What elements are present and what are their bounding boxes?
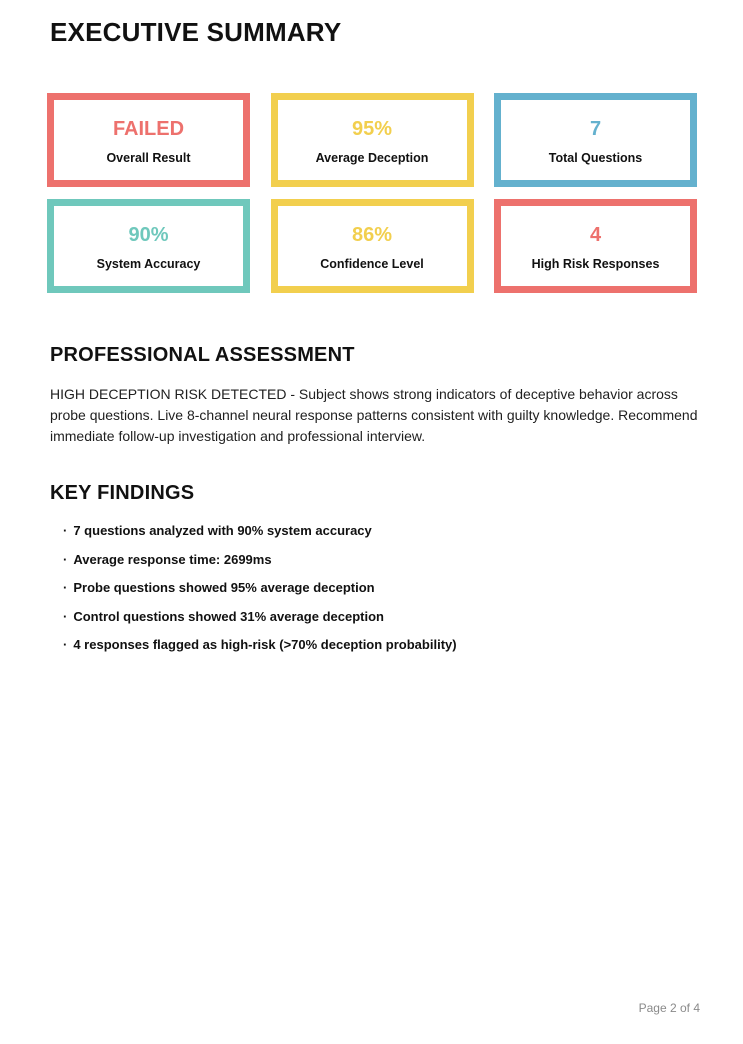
stat-card-grid xyxy=(47,93,697,293)
professional-assessment-heading: PROFESSIONAL ASSESSMENT xyxy=(50,344,355,366)
bullet-glyph: · xyxy=(63,637,68,652)
high-risk-responses-label: High Risk Responses xyxy=(531,257,660,271)
finding-item xyxy=(63,631,457,660)
professional-assessment-text: HIGH DECEPTION RISK DETECTED - Subject shows strong indicators of deceptive behavior across probe questions. Live 8-channel neural response patterns consistent with guilty knowledge. Recommend immediate follow-up investigation and professional interview. xyxy=(50,386,698,444)
finding-text: Control questions showed 31% average deception xyxy=(73,608,384,624)
confidence-level-label: Confidence Level xyxy=(320,257,424,271)
bullet-glyph: · xyxy=(63,523,68,538)
finding-item xyxy=(63,574,457,603)
finding-item xyxy=(63,603,457,632)
average-deception-label: Average Deception xyxy=(315,151,429,165)
finding-text: Average response time: 2699ms xyxy=(73,551,272,567)
total-questions-value: 7 xyxy=(589,118,602,140)
bullet-glyph: · xyxy=(63,580,68,595)
bullet-glyph: · xyxy=(63,608,68,624)
stat-card-system-accuracy xyxy=(47,199,250,293)
key-findings-heading: KEY FINDINGS xyxy=(50,482,195,504)
stat-card-average-deception xyxy=(271,93,474,187)
overall-result-value: FAILED xyxy=(112,118,185,140)
finding-text: 7 questions analyzed with 90% system accuracy xyxy=(73,523,372,538)
finding-item xyxy=(63,517,457,546)
key-findings-list xyxy=(63,517,457,660)
system-accuracy-value: 90% xyxy=(128,224,169,246)
finding-text: Probe questions showed 95% average deception xyxy=(73,580,375,595)
finding-text: 4 responses flagged as high-risk (>70% deception probability) xyxy=(73,637,457,652)
stat-card-confidence-level xyxy=(271,199,474,293)
page-number: Page 2 of 4 xyxy=(638,1001,700,1015)
system-accuracy-label: System Accuracy xyxy=(96,257,201,271)
bullet-glyph: · xyxy=(63,551,68,567)
overall-result-label: Overall Result xyxy=(106,151,191,165)
stat-card-overall-result xyxy=(47,93,250,187)
average-deception-value: 95% xyxy=(351,118,393,140)
finding-item xyxy=(63,546,457,575)
confidence-level-value: 86% xyxy=(351,224,393,246)
page-title: EXECUTIVE SUMMARY xyxy=(50,17,342,47)
stat-card-high-risk-responses xyxy=(494,199,697,293)
high-risk-responses-value: 4 xyxy=(589,224,602,246)
total-questions-label: Total Questions xyxy=(548,151,643,165)
stat-card-total-questions xyxy=(494,93,697,187)
